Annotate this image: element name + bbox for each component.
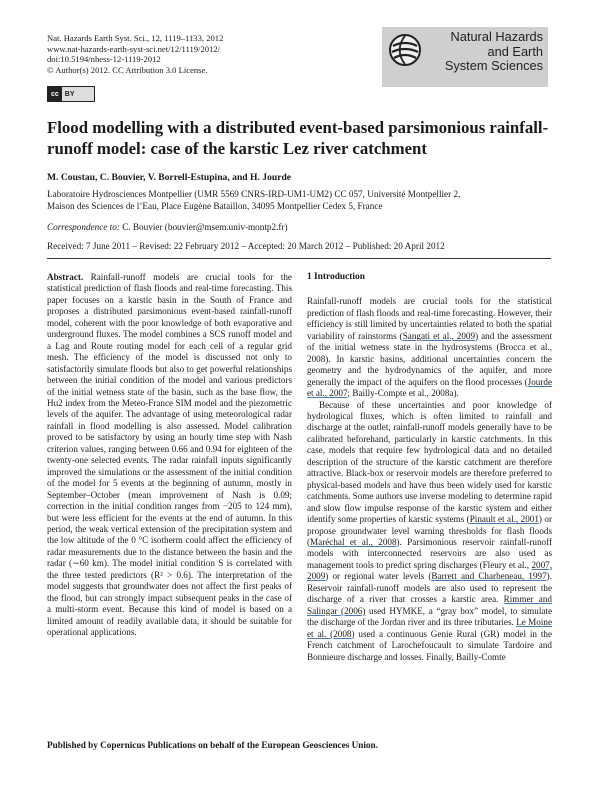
license-line: © Author(s) 2012. CC Attribution 3.0 License. bbox=[47, 64, 208, 75]
citation-link[interactable]: 2007, 2009 bbox=[307, 559, 552, 582]
correspondence bbox=[47, 222, 288, 232]
citation-link[interactable]: Rimmer and Salingar (2006) bbox=[307, 594, 552, 616]
cc-badge-right: BY bbox=[64, 90, 75, 98]
publication-dates: Received: 7 June 2011 – Revised: 22 February 2012 – Accepted: 20 March 2012 – Published: 20 April 2012 bbox=[47, 241, 445, 251]
affiliation: Laboratoire Hydrosciences Montpellier (UMR 5569 CNRS-IRD-UM1-UM2) CC 057, Université Montpellier 2, Maison des Sciences de l’Eau, Place Eugène Bataillon, 34095 Montpellier Cedex 5, France bbox=[47, 189, 461, 212]
citation-line: Nat. Hazards Earth Syst. Sci., 12, 1119–1133, 2012 bbox=[47, 33, 224, 43]
intro-paragraph-1: Rainfall-runoff models are crucial tools for the statistical prediction of flash floods and real-time forecasting. However, their efficiency is still limited by uncertainties related to both the spatial variability of rainstorms (Sangati et al., 2009) and the assessment of the initial wetness state in the hydrosystems (Brocca et al., 2008). In karstic basins, additional uncertainties concern the geometry and the hydrodynamics of the aquifer, and more generally the impact of the aquifers on the flood processes (Jourde et al., 2007; Bailly-Compte et al., 2008a). bbox=[307, 296, 552, 399]
citation-link[interactable]: Maréchal et al., 2008 bbox=[310, 536, 397, 547]
doi-link[interactable]: doi:10.5194/nhess-12-1119-2012 bbox=[47, 54, 161, 65]
cc-by-badge[interactable] bbox=[47, 86, 95, 102]
cc-badge-left: cc bbox=[48, 87, 62, 101]
intro-paragraph-2: Because of these uncertainties and poor knowledge of hydrological fluxes, which is often limited to rainfall and discharge at the outlet, rainfall-runoff models generally have to be calibrated beforehand, particularly in karstic catchments. In this case, models that require few hydrological data and no detailed description of the structure of the karstic catchment are therefore attractive. Black-box or reservoir models are therefore preferred to physical-based models and have thus been widely used for karstic catchments. Some authors use inverse modeling to determine rapid and slow flow impulse response of the karstic system and either identify some properties of karstic systems (Pinault et al., 2001) or propose groundwater level warning thresholds for flash floods (Maréchal et al., 2008). Parsimonious reservoir rainfall-runoff models with interconnected reservoirs are also used as management tools to predict spring discharges (Fleury et al., 2007, 2009) or regional water levels (Barrett and Charbeneau, 1997). Reservoir rainfall-runoff models are also used to represent the discharge of a river that crosses a karstic area. Rimmer and Salingar (2006) used HYMKE, a “gray box” model, to simulate the discharge of the Jordan river and its three tributaries. Le Moine et al. (2008) used a continuous Genie Rural (GR) model in the French catchment of Larochefoucault to simulate Tardoire and Bonnieure discharge and losses. Finally, Bailly-Comte bbox=[307, 399, 552, 662]
citation-link[interactable]: Le Moine et al. (2008) bbox=[307, 617, 552, 639]
abstract-paragraph bbox=[47, 272, 292, 639]
egu-globe-icon bbox=[388, 33, 422, 67]
article-title: Flood modelling with a distributed event-based parsimonious rainfall-runoff model: case of the karstic Lez river catchment bbox=[47, 118, 549, 158]
correspondence-email[interactable]: C. Bouvier (bouvier@msem.univ-montp2.fr) bbox=[119, 222, 288, 232]
journal-banner bbox=[382, 27, 548, 87]
abstract-column bbox=[47, 272, 292, 639]
header-divider bbox=[47, 258, 551, 259]
publisher-footer: Published by Copernicus Publications on behalf of the European Geosciences Union. bbox=[47, 740, 378, 750]
author-list: M. Coustau, C. Bouvier, V. Borrell-Estupina, and H. Jourde bbox=[47, 172, 292, 183]
section-heading-introduction: 1 Introduction bbox=[307, 272, 365, 282]
abstract-text: Rainfall-runoff models are crucial tools for the statistical prediction of flash floods and real-time forecasting. This paper focuses on a karstic basin in the South of France and proposes a distributed parsimonious event-based rainfall-runoff model, coherent with the poor knowledge of both evaporative and underground fluxes. The model combines a SCS runoff model and a Lag and Route routing model for each cell of a regular grid mesh. The efficiency of the model is discussed not only to satisfactorily simulate floods but also to get powerful relationships between the initial condition of the model and various predictors of the initial wetness state of the basin, such as the base flow, the Hu2 index from the Meteo-France SIM model and the piezometric levels of the aquifer. The advantage of using meteorological radar rainfall in flood modelling is also assessed. Model calibration proved to be satisfactory by using an hourly time step with Nash criterion values, ranging between 0.66 and 0.94 for eighteen of the twenty-one selected events. The radar rainfall inputs significantly improved the simulations or the assessment of the initial condition of the model for 5 events at the beginning of autumn, mostly in September–October (mean improvement of Nash is 0.09; correction in the initial condition ranges from −205 to 124 mm), but were less efficient for the events at the end of autumn. In this period, the weak vertical extension of the precipitation system and the low altitude of the 0 °C isotherm could affect the efficiency of radar measurements due to the distance between the basin and the radar (∼60 km). The model initial condition S is correlated with the three tested predictors (R² > 0.6). The interpretation of the model suggests that groundwater does not affect the first peaks of the flood, but can strongly impact subsequent peaks in the case of a multi-storm event. Because this kind of model is based on a limited amount of readily available data, it should be suitable for operational applications. bbox=[47, 272, 292, 638]
citation-link[interactable]: Barrett and Charbeneau, 1997 bbox=[431, 571, 547, 582]
citation-link[interactable]: Sangati et al., 2009 bbox=[402, 330, 476, 341]
journal-url-link[interactable]: www.nat-hazards-earth-syst-sci.net/12/1119/2012/ bbox=[47, 43, 221, 54]
article-metadata bbox=[47, 33, 223, 75]
citation-link[interactable]: Jourde et al., 2007 bbox=[307, 376, 552, 399]
introduction-column bbox=[307, 272, 552, 663]
citation-link[interactable]: Pinault et al., 2001 bbox=[469, 514, 539, 525]
journal-title: Natural Hazards and Earth System Sciences bbox=[444, 29, 543, 73]
abstract-label: Abstract. bbox=[47, 272, 84, 282]
correspondence-label: Correspondence to: bbox=[47, 222, 120, 232]
